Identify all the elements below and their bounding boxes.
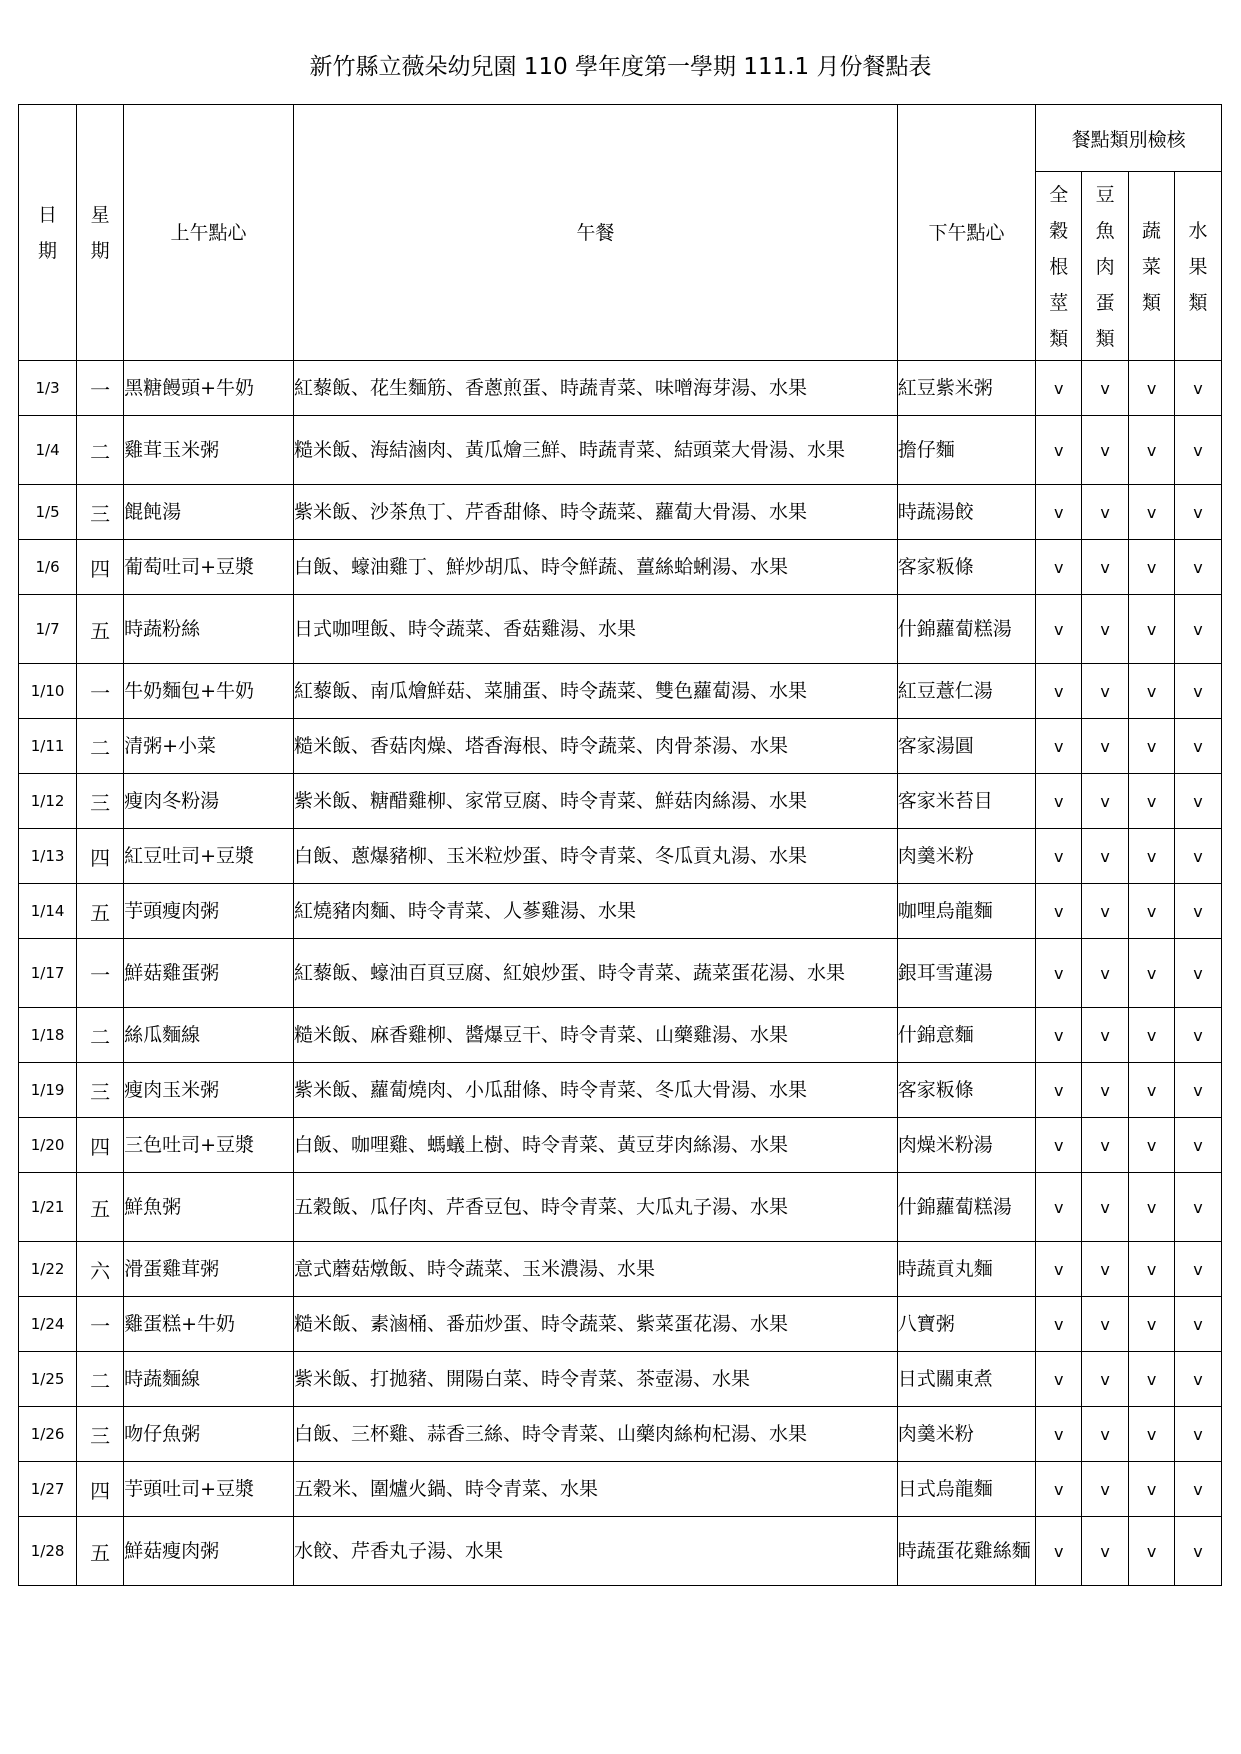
row-check-mark: v (1036, 829, 1082, 884)
row-pm-snack: 擔仔麵 (897, 416, 1036, 485)
table-row (19, 939, 1222, 1008)
row-check-mark: v (1036, 719, 1082, 774)
row-am-snack: 鮮魚粥 (124, 1173, 294, 1242)
row-check-mark: v (1036, 1407, 1082, 1462)
table-row (19, 1118, 1222, 1173)
row-check-mark: v (1129, 664, 1175, 719)
header-date (19, 105, 77, 361)
row-weekday: 四 (77, 540, 124, 595)
row-pm-snack: 客家米苔目 (897, 774, 1036, 829)
table-row (19, 1462, 1222, 1517)
row-am-snack: 吻仔魚粥 (124, 1407, 294, 1462)
table-row (19, 1008, 1222, 1063)
category-char: 豆 (1095, 184, 1115, 206)
row-check-mark: v (1082, 664, 1129, 719)
row-lunch: 糙米飯、香菇肉燥、塔香海根、時令蔬菜、肉骨茶湯、水果 (294, 719, 898, 774)
header-date-char: 日 (38, 203, 58, 226)
row-lunch: 糙米飯、海結滷肉、黃瓜燴三鮮、時蔬青菜、結頭菜大骨湯、水果 (294, 416, 898, 485)
row-weekday: 五 (77, 1173, 124, 1242)
row-check-mark: v (1129, 1118, 1175, 1173)
header-row (19, 105, 1222, 172)
row-check-mark: v (1129, 1462, 1175, 1517)
row-weekday: 三 (77, 1063, 124, 1118)
row-date: 1/28 (19, 1517, 77, 1586)
table-row (19, 1173, 1222, 1242)
row-lunch: 紫米飯、沙茶魚丁、芹香甜條、時令蔬菜、蘿蔔大骨湯、水果 (294, 485, 898, 540)
header-category-grains (1036, 172, 1082, 361)
category-char: 菜 (1142, 256, 1162, 278)
row-am-snack: 清粥+小菜 (124, 719, 294, 774)
row-lunch: 白飯、蠔油雞丁、鮮炒胡瓜、時令鮮蔬、薑絲蛤蜊湯、水果 (294, 540, 898, 595)
table-row (19, 595, 1222, 664)
row-check-mark: v (1174, 664, 1221, 719)
row-am-snack: 三色吐司+豆漿 (124, 1118, 294, 1173)
row-check-mark: v (1174, 1173, 1221, 1242)
table-row (19, 884, 1222, 939)
row-check-mark: v (1129, 1517, 1175, 1586)
row-check-mark: v (1082, 540, 1129, 595)
row-check-mark: v (1129, 540, 1175, 595)
row-check-mark: v (1174, 1517, 1221, 1586)
row-lunch: 意式蘑菇燉飯、時令蔬菜、玉米濃湯、水果 (294, 1242, 898, 1297)
row-am-snack: 餛飩湯 (124, 485, 294, 540)
row-am-snack: 雞茸玉米粥 (124, 416, 294, 485)
category-char: 肉 (1095, 256, 1115, 278)
table-row (19, 1063, 1222, 1118)
table-row (19, 774, 1222, 829)
row-lunch: 糙米飯、麻香雞柳、醬爆豆干、時令青菜、山藥雞湯、水果 (294, 1008, 898, 1063)
row-check-mark: v (1129, 884, 1175, 939)
table-row (19, 1352, 1222, 1407)
row-date: 1/13 (19, 829, 77, 884)
row-check-mark: v (1082, 829, 1129, 884)
row-pm-snack: 咖哩烏龍麵 (897, 884, 1036, 939)
row-weekday: 二 (77, 719, 124, 774)
row-lunch: 紫米飯、蘿蔔燒肉、小瓜甜條、時令青菜、冬瓜大骨湯、水果 (294, 1063, 898, 1118)
row-check-mark: v (1174, 595, 1221, 664)
table-row (19, 1242, 1222, 1297)
row-check-mark: v (1082, 1462, 1129, 1517)
row-weekday: 一 (77, 939, 124, 1008)
row-check-mark: v (1036, 1352, 1082, 1407)
row-check-mark: v (1082, 1063, 1129, 1118)
row-am-snack: 黑糖饅頭+牛奶 (124, 361, 294, 416)
row-check-mark: v (1174, 1297, 1221, 1352)
row-pm-snack: 日式關東煮 (897, 1352, 1036, 1407)
row-check-mark: v (1082, 939, 1129, 1008)
row-check-mark: v (1129, 1173, 1175, 1242)
header-lunch: 午餐 (294, 105, 898, 361)
row-lunch: 白飯、咖哩雞、螞蟻上樹、時令青菜、黃豆芽肉絲湯、水果 (294, 1118, 898, 1173)
row-pm-snack: 時蔬蛋花雞絲麵 (897, 1517, 1036, 1586)
row-am-snack: 芋頭吐司+豆漿 (124, 1462, 294, 1517)
row-check-mark: v (1082, 1407, 1129, 1462)
row-pm-snack: 什錦蘿蔔糕湯 (897, 595, 1036, 664)
row-check-mark: v (1129, 1063, 1175, 1118)
row-date: 1/26 (19, 1407, 77, 1462)
row-weekday: 二 (77, 1008, 124, 1063)
row-check-mark: v (1036, 1118, 1082, 1173)
row-weekday: 二 (77, 416, 124, 485)
row-weekday: 五 (77, 1517, 124, 1586)
row-date: 1/22 (19, 1242, 77, 1297)
page-title: 新竹縣立薇朵幼兒園 110 學年度第一學期 111.1 月份餐點表 (309, 54, 932, 80)
row-check-mark: v (1174, 774, 1221, 829)
row-check-mark: v (1174, 1008, 1221, 1063)
row-check-mark: v (1174, 416, 1221, 485)
row-check-mark: v (1129, 1008, 1175, 1063)
row-am-snack: 葡萄吐司+豆漿 (124, 540, 294, 595)
row-pm-snack: 客家粄條 (897, 1063, 1036, 1118)
category-char: 魚 (1095, 220, 1115, 242)
row-check-mark: v (1036, 939, 1082, 1008)
row-check-mark: v (1036, 774, 1082, 829)
header-check-group: 餐點類別檢核 (1036, 105, 1222, 172)
row-check-mark: v (1036, 485, 1082, 540)
header-weekday-char: 期 (90, 239, 110, 262)
row-check-mark: v (1129, 361, 1175, 416)
row-check-mark: v (1036, 1242, 1082, 1297)
row-check-mark: v (1129, 485, 1175, 540)
row-check-mark: v (1174, 1063, 1221, 1118)
row-pm-snack: 八寶粥 (897, 1297, 1036, 1352)
row-check-mark: v (1082, 485, 1129, 540)
row-am-snack: 牛奶麵包+牛奶 (124, 664, 294, 719)
category-char: 類 (1142, 292, 1162, 314)
row-weekday: 一 (77, 664, 124, 719)
row-pm-snack: 肉羹米粉 (897, 1407, 1036, 1462)
row-check-mark: v (1082, 1352, 1129, 1407)
row-date: 1/18 (19, 1008, 77, 1063)
row-pm-snack: 客家粄條 (897, 540, 1036, 595)
row-check-mark: v (1082, 719, 1129, 774)
category-char: 莖 (1049, 292, 1069, 314)
row-check-mark: v (1036, 361, 1082, 416)
meal-table (18, 104, 1222, 1586)
row-check-mark: v (1174, 485, 1221, 540)
table-row (19, 1297, 1222, 1352)
row-lunch: 水餃、芹香丸子湯、水果 (294, 1517, 898, 1586)
row-date: 1/20 (19, 1118, 77, 1173)
row-pm-snack: 銀耳雪蓮湯 (897, 939, 1036, 1008)
row-check-mark: v (1082, 595, 1129, 664)
row-pm-snack: 客家湯圓 (897, 719, 1036, 774)
row-date: 1/25 (19, 1352, 77, 1407)
row-check-mark: v (1174, 1118, 1221, 1173)
row-lunch: 五穀米、圍爐火鍋、時令青菜、水果 (294, 1462, 898, 1517)
category-char: 穀 (1049, 220, 1069, 242)
table-row (19, 361, 1222, 416)
row-weekday: 二 (77, 1352, 124, 1407)
row-weekday: 一 (77, 1297, 124, 1352)
row-lunch: 糙米飯、素滷桶、番茄炒蛋、時令蔬菜、紫菜蛋花湯、水果 (294, 1297, 898, 1352)
table-row (19, 485, 1222, 540)
row-am-snack: 紅豆吐司+豆漿 (124, 829, 294, 884)
row-date: 1/11 (19, 719, 77, 774)
row-am-snack: 絲瓜麵線 (124, 1008, 294, 1063)
row-am-snack: 時蔬粉絲 (124, 595, 294, 664)
header-pm-snack: 下午點心 (897, 105, 1036, 361)
row-check-mark: v (1174, 361, 1221, 416)
row-check-mark: v (1129, 416, 1175, 485)
row-am-snack: 瘦肉玉米粥 (124, 1063, 294, 1118)
row-weekday: 一 (77, 361, 124, 416)
row-weekday: 三 (77, 774, 124, 829)
row-lunch: 紅藜飯、花生麵筋、香蔥煎蛋、時蔬青菜、味噌海芽湯、水果 (294, 361, 898, 416)
row-pm-snack: 時蔬貢丸麵 (897, 1242, 1036, 1297)
row-pm-snack: 時蔬湯餃 (897, 485, 1036, 540)
row-weekday: 五 (77, 595, 124, 664)
header-category-protein (1082, 172, 1129, 361)
row-am-snack: 滑蛋雞茸粥 (124, 1242, 294, 1297)
row-pm-snack: 紅豆紫米粥 (897, 361, 1036, 416)
row-check-mark: v (1174, 884, 1221, 939)
row-check-mark: v (1174, 829, 1221, 884)
row-weekday: 四 (77, 829, 124, 884)
row-pm-snack: 紅豆薏仁湯 (897, 664, 1036, 719)
category-char: 類 (1188, 292, 1208, 314)
row-date: 1/21 (19, 1173, 77, 1242)
row-check-mark: v (1082, 361, 1129, 416)
row-check-mark: v (1129, 1242, 1175, 1297)
row-weekday: 五 (77, 884, 124, 939)
row-check-mark: v (1174, 540, 1221, 595)
row-check-mark: v (1174, 719, 1221, 774)
row-check-mark: v (1174, 1242, 1221, 1297)
row-lunch: 白飯、蔥爆豬柳、玉米粒炒蛋、時令青菜、冬瓜貢丸湯、水果 (294, 829, 898, 884)
table-body (19, 361, 1222, 1586)
row-date: 1/3 (19, 361, 77, 416)
row-check-mark: v (1036, 664, 1082, 719)
table-row (19, 1517, 1222, 1586)
row-check-mark: v (1174, 1352, 1221, 1407)
table-row (19, 719, 1222, 774)
row-date: 1/10 (19, 664, 77, 719)
row-check-mark: v (1129, 719, 1175, 774)
category-char: 果 (1188, 256, 1208, 278)
row-am-snack: 雞蛋糕+牛奶 (124, 1297, 294, 1352)
row-pm-snack: 什錦意麵 (897, 1008, 1036, 1063)
row-am-snack: 芋頭瘦肉粥 (124, 884, 294, 939)
row-am-snack: 鮮菇雞蛋粥 (124, 939, 294, 1008)
row-date: 1/27 (19, 1462, 77, 1517)
row-check-mark: v (1082, 416, 1129, 485)
row-date: 1/6 (19, 540, 77, 595)
row-check-mark: v (1174, 1462, 1221, 1517)
category-char: 根 (1049, 256, 1069, 278)
row-lunch: 五穀飯、瓜仔肉、芹香豆包、時令青菜、大瓜丸子湯、水果 (294, 1173, 898, 1242)
table-row (19, 829, 1222, 884)
row-check-mark: v (1129, 774, 1175, 829)
row-date: 1/7 (19, 595, 77, 664)
row-lunch: 紫米飯、糖醋雞柳、家常豆腐、時令青菜、鮮菇肉絲湯、水果 (294, 774, 898, 829)
row-weekday: 三 (77, 485, 124, 540)
category-char: 水 (1188, 220, 1208, 242)
table-row (19, 416, 1222, 485)
row-check-mark: v (1082, 774, 1129, 829)
row-check-mark: v (1036, 1008, 1082, 1063)
row-pm-snack: 肉燥米粉湯 (897, 1118, 1036, 1173)
row-lunch: 紅藜飯、南瓜燴鮮菇、菜脯蛋、時令蔬菜、雙色蘿蔔湯、水果 (294, 664, 898, 719)
table-row (19, 664, 1222, 719)
table-row (19, 1407, 1222, 1462)
row-check-mark: v (1129, 1407, 1175, 1462)
row-check-mark: v (1129, 1297, 1175, 1352)
row-check-mark: v (1174, 939, 1221, 1008)
row-date: 1/12 (19, 774, 77, 829)
table-row (19, 540, 1222, 595)
row-lunch: 日式咖哩飯、時令蔬菜、香菇雞湯、水果 (294, 595, 898, 664)
row-check-mark: v (1036, 1462, 1082, 1517)
row-date: 1/17 (19, 939, 77, 1008)
row-date: 1/14 (19, 884, 77, 939)
row-check-mark: v (1036, 1517, 1082, 1586)
row-check-mark: v (1129, 829, 1175, 884)
row-lunch: 紅藜飯、蠔油百頁豆腐、紅娘炒蛋、時令青菜、蔬菜蛋花湯、水果 (294, 939, 898, 1008)
category-char: 類 (1049, 328, 1069, 350)
row-check-mark: v (1129, 1352, 1175, 1407)
row-check-mark: v (1174, 1407, 1221, 1462)
category-char: 蛋 (1095, 292, 1115, 314)
row-weekday: 四 (77, 1118, 124, 1173)
row-weekday: 三 (77, 1407, 124, 1462)
header-weekday (77, 105, 124, 361)
row-check-mark: v (1129, 939, 1175, 1008)
row-am-snack: 時蔬麵線 (124, 1352, 294, 1407)
row-weekday: 六 (77, 1242, 124, 1297)
row-check-mark: v (1082, 1118, 1129, 1173)
row-pm-snack: 肉羹米粉 (897, 829, 1036, 884)
row-check-mark: v (1129, 595, 1175, 664)
row-am-snack: 鮮菇瘦肉粥 (124, 1517, 294, 1586)
row-date: 1/19 (19, 1063, 77, 1118)
row-check-mark: v (1036, 416, 1082, 485)
row-lunch: 白飯、三杯雞、蒜香三絲、時令青菜、山藥肉絲枸杞湯、水果 (294, 1407, 898, 1462)
header-category-vegetables (1129, 172, 1175, 361)
row-check-mark: v (1036, 1173, 1082, 1242)
category-char: 全 (1049, 184, 1069, 206)
row-check-mark: v (1036, 884, 1082, 939)
header-am-snack: 上午點心 (124, 105, 294, 361)
row-check-mark: v (1036, 595, 1082, 664)
row-check-mark: v (1036, 540, 1082, 595)
row-lunch: 紅燒豬肉麵、時令青菜、人蔘雞湯、水果 (294, 884, 898, 939)
row-date: 1/4 (19, 416, 77, 485)
row-check-mark: v (1082, 884, 1129, 939)
row-check-mark: v (1036, 1063, 1082, 1118)
row-check-mark: v (1082, 1008, 1129, 1063)
row-date: 1/5 (19, 485, 77, 540)
category-char: 類 (1095, 328, 1115, 350)
row-check-mark: v (1082, 1517, 1129, 1586)
row-weekday: 四 (77, 1462, 124, 1517)
row-date: 1/24 (19, 1297, 77, 1352)
row-check-mark: v (1082, 1242, 1129, 1297)
category-char: 蔬 (1142, 220, 1162, 242)
header-date-char: 期 (38, 239, 58, 262)
row-am-snack: 瘦肉冬粉湯 (124, 774, 294, 829)
header-weekday-char: 星 (90, 203, 110, 226)
row-lunch: 紫米飯、打拋豬、開陽白菜、時令青菜、茶壺湯、水果 (294, 1352, 898, 1407)
header-category-fruit (1174, 172, 1221, 361)
row-check-mark: v (1036, 1297, 1082, 1352)
row-check-mark: v (1082, 1173, 1129, 1242)
row-check-mark: v (1082, 1297, 1129, 1352)
row-pm-snack: 什錦蘿蔔糕湯 (897, 1173, 1036, 1242)
row-pm-snack: 日式烏龍麵 (897, 1462, 1036, 1517)
